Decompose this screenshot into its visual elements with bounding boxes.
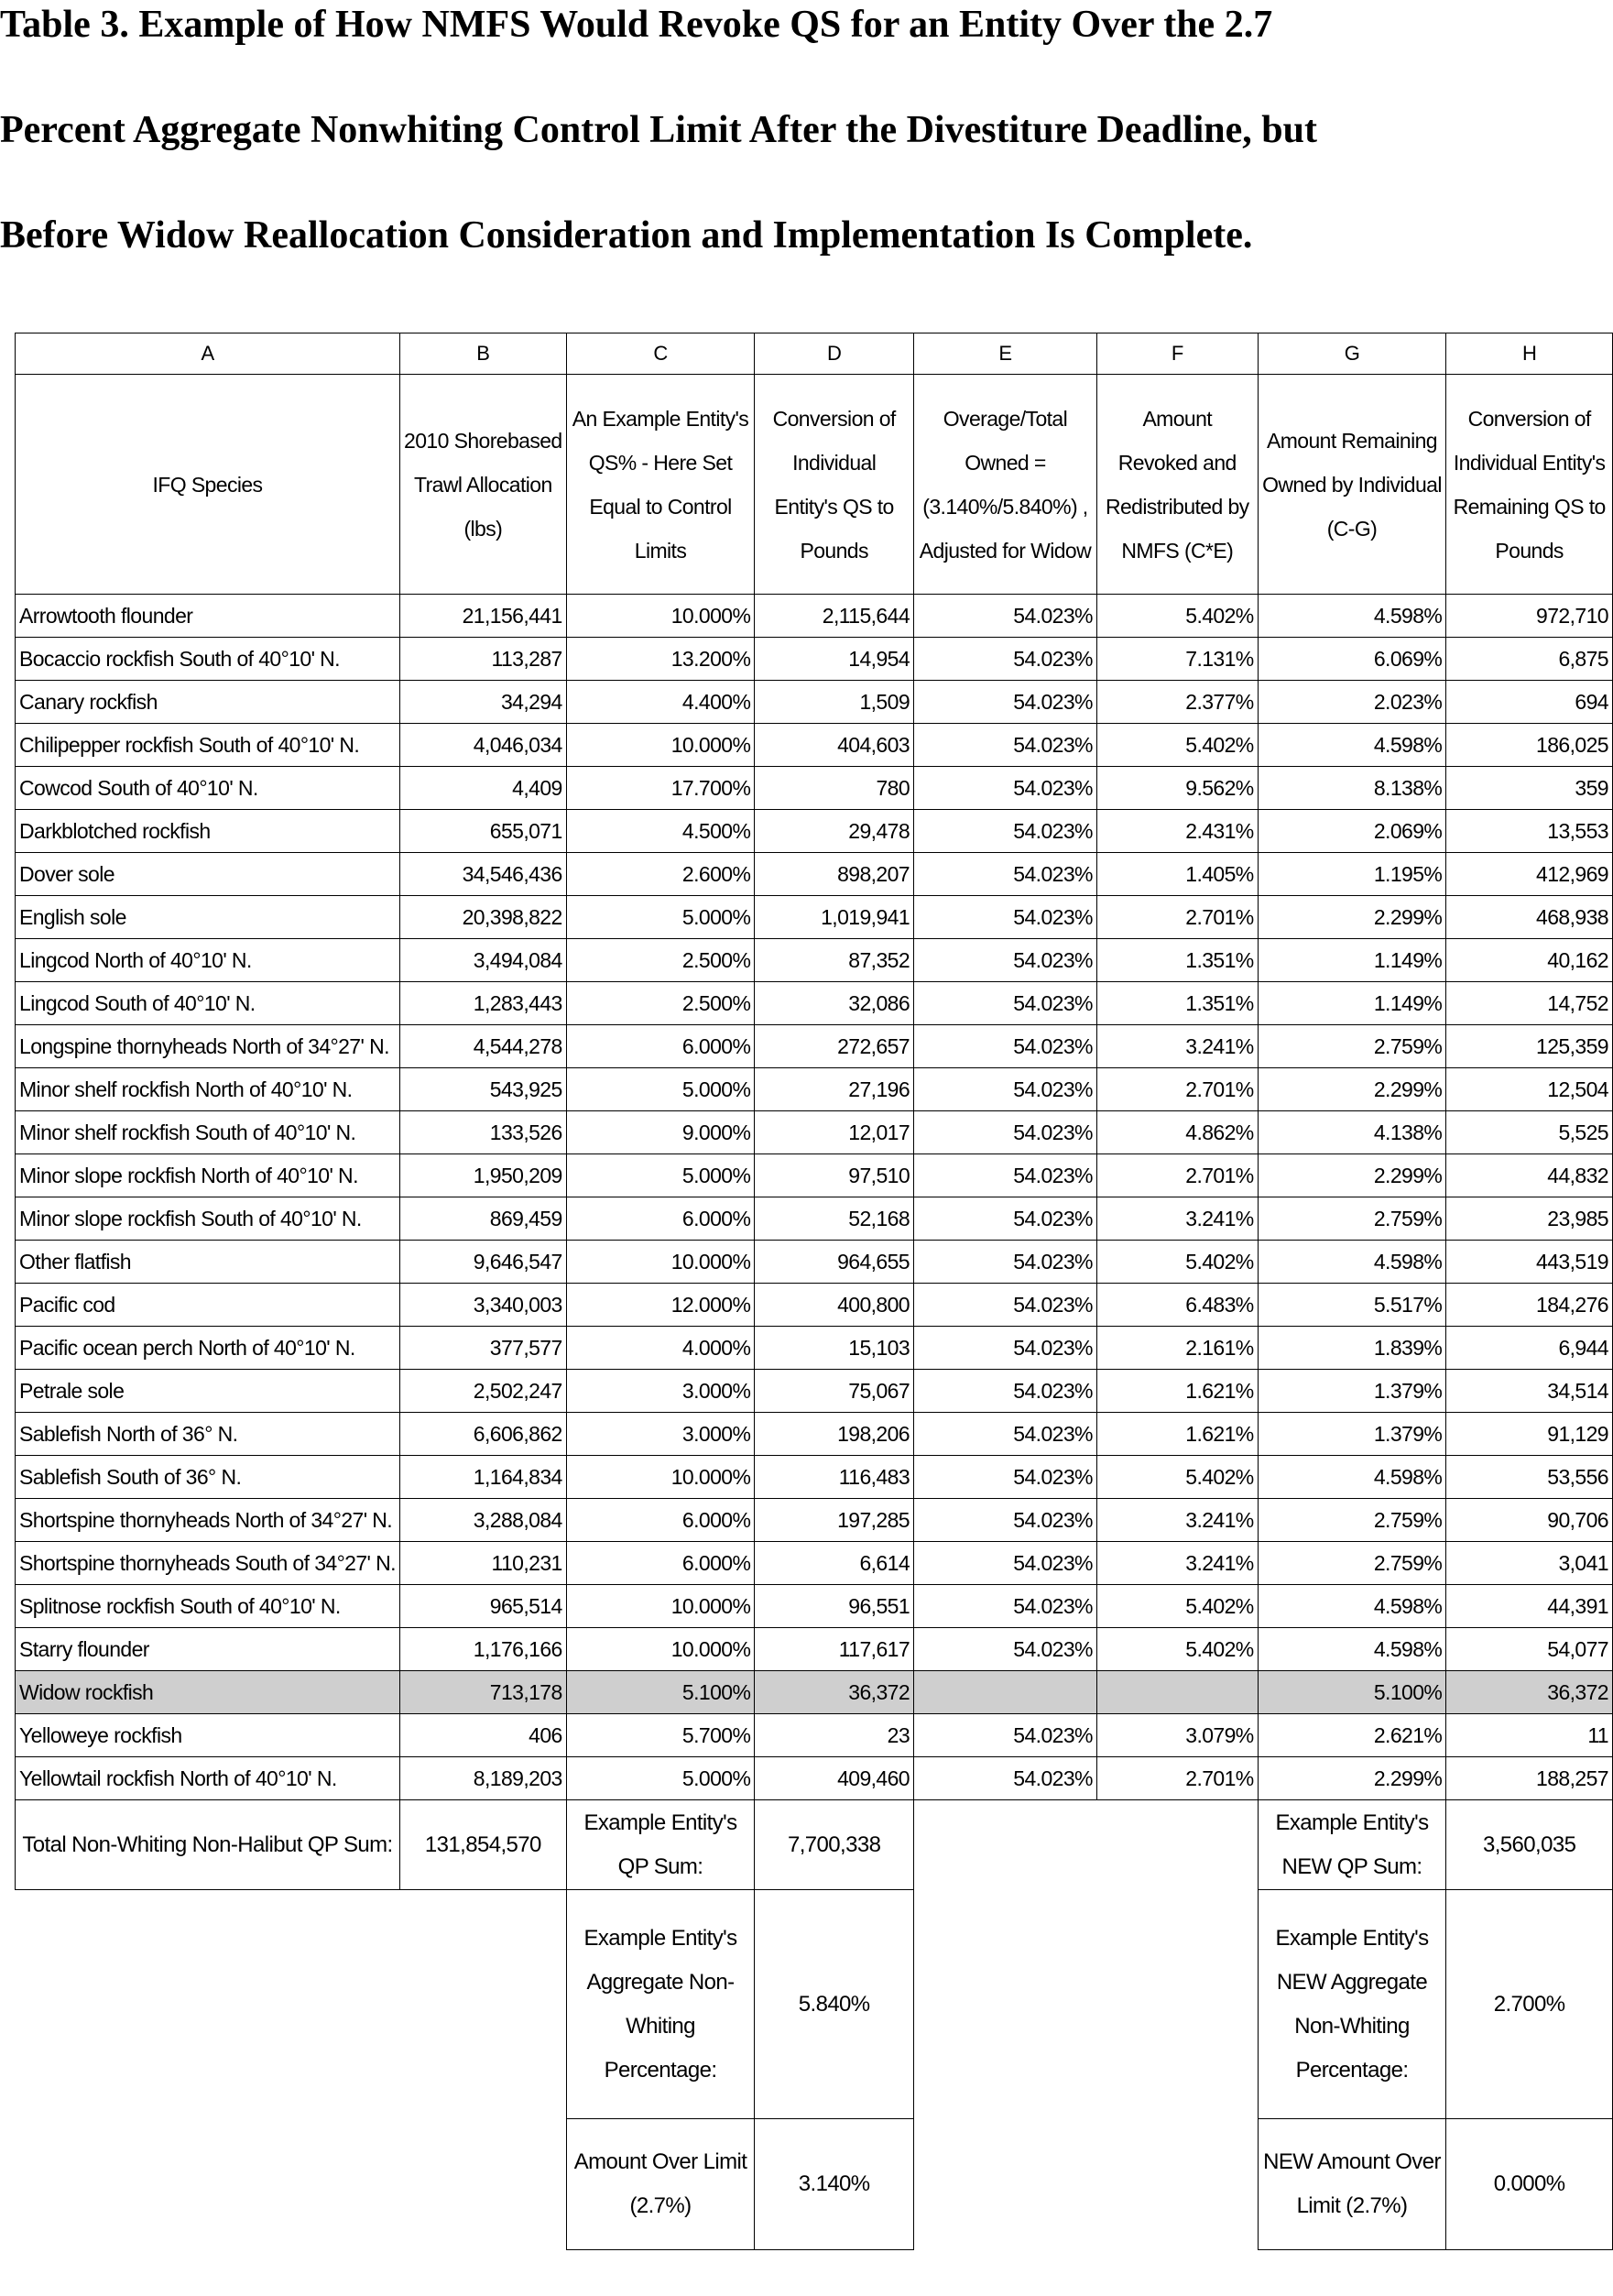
amount-revoked-cell: 1.351% <box>1096 982 1258 1025</box>
qs-pounds-cell: 6,614 <box>755 1542 914 1585</box>
qs-pounds-cell: 964,655 <box>755 1241 914 1284</box>
amount-remaining-cell: 2.299% <box>1258 896 1446 939</box>
qs-percent-cell: 12.000% <box>566 1284 755 1327</box>
species-cell: Chilipepper rockfish South of 40°10' N. <box>16 724 400 767</box>
qs-pounds-cell: 780 <box>755 767 914 810</box>
remaining-pounds-cell: 44,832 <box>1446 1154 1613 1197</box>
table-row <box>16 1456 1613 1499</box>
amount-remaining-cell: 4.598% <box>1258 1585 1446 1628</box>
qs-pounds-cell: 116,483 <box>755 1456 914 1499</box>
allocation-cell: 3,494,084 <box>399 939 566 982</box>
qs-pounds-cell: 1,509 <box>755 681 914 724</box>
species-cell: Yellowtail rockfish North of 40°10' N. <box>16 1757 400 1800</box>
qs-pounds-cell: 36,372 <box>755 1671 914 1714</box>
qs-pounds-cell: 14,954 <box>755 638 914 681</box>
qs-percent-cell: 5.000% <box>566 1154 755 1197</box>
overage-ratio-cell: 54.023% <box>914 810 1097 853</box>
column-letter: D <box>755 333 914 375</box>
column-header: 2010 Shorebased Trawl Allocation (lbs) <box>399 375 566 595</box>
table-row <box>16 724 1613 767</box>
allocation-cell: 9,646,547 <box>399 1241 566 1284</box>
over-limit-label: Amount Over Limit (2.7%) <box>566 2119 755 2250</box>
qs-percent-cell: 10.000% <box>566 1456 755 1499</box>
qs-pounds-cell: 75,067 <box>755 1370 914 1413</box>
species-cell: English sole <box>16 896 400 939</box>
remaining-pounds-cell: 34,514 <box>1446 1370 1613 1413</box>
qs-pounds-cell: 2,115,644 <box>755 595 914 638</box>
species-cell: Sablefish North of 36° N. <box>16 1413 400 1456</box>
qs-revocation-table <box>15 333 1613 2250</box>
overage-ratio-cell: 54.023% <box>914 1757 1097 1800</box>
allocation-cell: 34,294 <box>399 681 566 724</box>
qp-sum-label: Example Entity's QP Sum: <box>566 1800 755 1890</box>
table-row <box>16 1542 1613 1585</box>
table-row <box>16 939 1613 982</box>
new-aggregate-value: 2.700% <box>1446 1890 1613 2119</box>
qs-percent-cell: 5.000% <box>566 896 755 939</box>
table-row <box>16 1025 1613 1068</box>
new-over-limit-label: NEW Amount Over Limit (2.7%) <box>1258 2119 1446 2250</box>
table-row <box>16 1413 1613 1456</box>
qs-pounds-cell: 272,657 <box>755 1025 914 1068</box>
over-limit-row <box>16 2119 1613 2250</box>
qs-percent-cell: 5.100% <box>566 1671 755 1714</box>
overage-ratio-cell: 54.023% <box>914 595 1097 638</box>
amount-revoked-cell: 7.131% <box>1096 638 1258 681</box>
empty-cell <box>16 1890 567 2119</box>
species-cell: Pacific ocean perch North of 40°10' N. <box>16 1327 400 1370</box>
overage-ratio-cell: 54.023% <box>914 1585 1097 1628</box>
allocation-cell: 1,164,834 <box>399 1456 566 1499</box>
overage-ratio-cell: 54.023% <box>914 1628 1097 1671</box>
remaining-pounds-cell: 90,706 <box>1446 1499 1613 1542</box>
allocation-cell: 965,514 <box>399 1585 566 1628</box>
table-row <box>16 1499 1613 1542</box>
column-letter: E <box>914 333 1097 375</box>
table-row <box>16 896 1613 939</box>
species-cell: Sablefish South of 36° N. <box>16 1456 400 1499</box>
qs-percent-cell: 10.000% <box>566 595 755 638</box>
qs-percent-cell: 9.000% <box>566 1111 755 1154</box>
column-letter: B <box>399 333 566 375</box>
species-cell: Lingcod North of 40°10' N. <box>16 939 400 982</box>
overage-ratio-cell <box>914 1671 1097 1714</box>
overage-ratio-cell: 54.023% <box>914 1499 1097 1542</box>
qs-percent-cell: 5.000% <box>566 1757 755 1800</box>
qs-pounds-cell: 87,352 <box>755 939 914 982</box>
table-row <box>16 1370 1613 1413</box>
qs-percent-cell: 6.000% <box>566 1025 755 1068</box>
overage-ratio-cell: 54.023% <box>914 1154 1097 1197</box>
remaining-pounds-cell: 54,077 <box>1446 1628 1613 1671</box>
remaining-pounds-cell: 91,129 <box>1446 1413 1613 1456</box>
amount-revoked-cell: 2.701% <box>1096 1068 1258 1111</box>
table-row <box>16 1671 1613 1714</box>
qs-pounds-cell: 23 <box>755 1714 914 1757</box>
overage-ratio-cell: 54.023% <box>914 1111 1097 1154</box>
column-header: Conversion of Individual Entity's QS to Pounds <box>755 375 914 595</box>
remaining-pounds-cell: 3,041 <box>1446 1542 1613 1585</box>
amount-remaining-cell: 1.379% <box>1258 1370 1446 1413</box>
remaining-pounds-cell: 11 <box>1446 1714 1613 1757</box>
table-row <box>16 638 1613 681</box>
remaining-pounds-cell: 972,710 <box>1446 595 1613 638</box>
amount-remaining-cell: 2.023% <box>1258 681 1446 724</box>
new-aggregate-label: Example Entity's NEW Aggregate Non-Whiting Percentage: <box>1258 1890 1446 2119</box>
species-cell: Arrowtooth flounder <box>16 595 400 638</box>
amount-remaining-cell: 1.149% <box>1258 939 1446 982</box>
overage-ratio-cell: 54.023% <box>914 1413 1097 1456</box>
table-row <box>16 1284 1613 1327</box>
column-header: An Example Entity's QS% - Here Set Equal to Control Limits <box>566 375 755 595</box>
table-row <box>16 767 1613 810</box>
allocation-cell: 113,287 <box>399 638 566 681</box>
qs-pounds-cell: 96,551 <box>755 1585 914 1628</box>
remaining-pounds-cell: 694 <box>1446 681 1613 724</box>
species-cell: Bocaccio rockfish South of 40°10' N. <box>16 638 400 681</box>
overage-ratio-cell: 54.023% <box>914 1241 1097 1284</box>
qs-pounds-cell: 12,017 <box>755 1111 914 1154</box>
amount-remaining-cell: 1.149% <box>1258 982 1446 1025</box>
species-cell: Other flatfish <box>16 1241 400 1284</box>
column-letter: A <box>16 333 400 375</box>
qs-pounds-cell: 404,603 <box>755 724 914 767</box>
remaining-pounds-cell: 44,391 <box>1446 1585 1613 1628</box>
over-limit-value: 3.140% <box>755 2119 914 2250</box>
qs-percent-cell: 2.600% <box>566 853 755 896</box>
remaining-pounds-cell: 5,525 <box>1446 1111 1613 1154</box>
qs-pounds-cell: 97,510 <box>755 1154 914 1197</box>
remaining-pounds-cell: 40,162 <box>1446 939 1613 982</box>
allocation-cell: 8,189,203 <box>399 1757 566 1800</box>
qs-percent-cell: 10.000% <box>566 1628 755 1671</box>
overage-ratio-cell: 54.023% <box>914 1068 1097 1111</box>
column-letter: G <box>1258 333 1446 375</box>
amount-remaining-cell: 2.759% <box>1258 1197 1446 1241</box>
amount-revoked-cell: 2.701% <box>1096 1757 1258 1800</box>
qp-sum-value: 7,700,338 <box>755 1800 914 1890</box>
amount-remaining-cell: 2.299% <box>1258 1068 1446 1111</box>
overage-ratio-cell: 54.023% <box>914 1025 1097 1068</box>
amount-revoked-cell: 1.405% <box>1096 853 1258 896</box>
allocation-cell: 713,178 <box>399 1671 566 1714</box>
allocation-cell: 869,459 <box>399 1197 566 1241</box>
species-cell: Minor shelf rockfish South of 40°10' N. <box>16 1111 400 1154</box>
qs-percent-cell: 3.000% <box>566 1413 755 1456</box>
remaining-pounds-cell: 23,985 <box>1446 1197 1613 1241</box>
total-label: Total Non-Whiting Non-Halibut QP Sum: <box>16 1800 400 1890</box>
table-row <box>16 595 1613 638</box>
qs-percent-cell: 4.400% <box>566 681 755 724</box>
amount-remaining-cell: 2.759% <box>1258 1025 1446 1068</box>
amount-revoked-cell: 5.402% <box>1096 1628 1258 1671</box>
header-row <box>16 375 1613 595</box>
qs-pounds-cell: 409,460 <box>755 1757 914 1800</box>
amount-revoked-cell: 2.161% <box>1096 1327 1258 1370</box>
empty-cell <box>16 2119 567 2250</box>
table-row <box>16 681 1613 724</box>
amount-revoked-cell: 3.241% <box>1096 1197 1258 1241</box>
species-cell: Darkblotched rockfish <box>16 810 400 853</box>
table-row <box>16 1111 1613 1154</box>
allocation-cell: 377,577 <box>399 1327 566 1370</box>
qs-percent-cell: 5.000% <box>566 1068 755 1111</box>
amount-remaining-cell: 1.379% <box>1258 1413 1446 1456</box>
table-row <box>16 810 1613 853</box>
species-cell: Longspine thornyheads North of 34°27' N. <box>16 1025 400 1068</box>
aggregate-value: 5.840% <box>755 1890 914 2119</box>
overage-ratio-cell: 54.023% <box>914 1714 1097 1757</box>
species-cell: Yelloweye rockfish <box>16 1714 400 1757</box>
overage-ratio-cell: 54.023% <box>914 853 1097 896</box>
overage-ratio-cell: 54.023% <box>914 1197 1097 1241</box>
table-row <box>16 982 1613 1025</box>
amount-remaining-cell: 2.069% <box>1258 810 1446 853</box>
amount-remaining-cell: 4.598% <box>1258 1456 1446 1499</box>
species-cell: Dover sole <box>16 853 400 896</box>
column-header: Amount Remaining Owned by Individual (C-G) <box>1258 375 1446 595</box>
qs-pounds-cell: 32,086 <box>755 982 914 1025</box>
allocation-cell: 406 <box>399 1714 566 1757</box>
overage-ratio-cell: 54.023% <box>914 767 1097 810</box>
remaining-pounds-cell: 125,359 <box>1446 1025 1613 1068</box>
empty-cell <box>914 1890 1259 2119</box>
amount-revoked-cell: 2.701% <box>1096 1154 1258 1197</box>
species-cell: Pacific cod <box>16 1284 400 1327</box>
qs-percent-cell: 3.000% <box>566 1370 755 1413</box>
qs-pounds-cell: 1,019,941 <box>755 896 914 939</box>
amount-revoked-cell: 1.621% <box>1096 1413 1258 1456</box>
new-over-limit-value: 0.000% <box>1446 2119 1613 2250</box>
species-cell: Lingcod South of 40°10' N. <box>16 982 400 1025</box>
species-cell: Shortspine thornyheads North of 34°27' N. <box>16 1499 400 1542</box>
amount-revoked-cell: 5.402% <box>1096 724 1258 767</box>
qs-percent-cell: 6.000% <box>566 1499 755 1542</box>
column-header: Overage/Total Owned = (3.140%/5.840%) , Adjusted for Widow <box>914 375 1097 595</box>
qs-pounds-cell: 898,207 <box>755 853 914 896</box>
species-cell: Minor slope rockfish North of 40°10' N. <box>16 1154 400 1197</box>
table-row <box>16 1068 1613 1111</box>
amount-revoked-cell: 5.402% <box>1096 595 1258 638</box>
qs-percent-cell: 6.000% <box>566 1542 755 1585</box>
amount-revoked-cell: 5.402% <box>1096 1241 1258 1284</box>
table-row <box>16 1628 1613 1671</box>
column-letter: F <box>1096 333 1258 375</box>
totals-row <box>16 1800 1613 1890</box>
allocation-cell: 20,398,822 <box>399 896 566 939</box>
new-qp-sum-value: 3,560,035 <box>1446 1800 1613 1890</box>
allocation-cell: 34,546,436 <box>399 853 566 896</box>
allocation-cell: 4,046,034 <box>399 724 566 767</box>
amount-revoked-cell: 2.701% <box>1096 896 1258 939</box>
species-cell: Cowcod South of 40°10' N. <box>16 767 400 810</box>
qs-percent-cell: 10.000% <box>566 1585 755 1628</box>
amount-revoked-cell: 5.402% <box>1096 1456 1258 1499</box>
overage-ratio-cell: 54.023% <box>914 1456 1097 1499</box>
title-line: Table 3. Example of How NMFS Would Revoke QS for an Entity Over the 2.7 <box>0 4 1273 46</box>
qs-percent-cell: 5.700% <box>566 1714 755 1757</box>
column-letter-row <box>16 333 1613 375</box>
remaining-pounds-cell: 12,504 <box>1446 1068 1613 1111</box>
remaining-pounds-cell: 412,969 <box>1446 853 1613 896</box>
amount-revoked-cell: 5.402% <box>1096 1585 1258 1628</box>
amount-remaining-cell: 2.759% <box>1258 1542 1446 1585</box>
species-cell: Canary rockfish <box>16 681 400 724</box>
table-row <box>16 1757 1613 1800</box>
allocation-cell: 6,606,862 <box>399 1413 566 1456</box>
overage-ratio-cell: 54.023% <box>914 724 1097 767</box>
allocation-cell: 1,950,209 <box>399 1154 566 1197</box>
new-qp-sum-label: Example Entity's NEW QP Sum: <box>1258 1800 1446 1890</box>
amount-remaining-cell: 2.759% <box>1258 1499 1446 1542</box>
amount-remaining-cell: 1.195% <box>1258 853 1446 896</box>
amount-revoked-cell <box>1096 1671 1258 1714</box>
title-line: Percent Aggregate Nonwhiting Control Limit After the Divestiture Deadline, but <box>0 109 1317 151</box>
amount-remaining-cell: 4.598% <box>1258 1241 1446 1284</box>
qs-pounds-cell: 198,206 <box>755 1413 914 1456</box>
amount-revoked-cell: 3.079% <box>1096 1714 1258 1757</box>
amount-remaining-cell: 4.598% <box>1258 1628 1446 1671</box>
overage-ratio-cell: 54.023% <box>914 939 1097 982</box>
table-row <box>16 1327 1613 1370</box>
remaining-pounds-cell: 6,944 <box>1446 1327 1613 1370</box>
amount-revoked-cell: 4.862% <box>1096 1111 1258 1154</box>
species-cell: Petrale sole <box>16 1370 400 1413</box>
qs-percent-cell: 10.000% <box>566 724 755 767</box>
remaining-pounds-cell: 36,372 <box>1446 1671 1613 1714</box>
qs-percent-cell: 2.500% <box>566 939 755 982</box>
allocation-cell: 3,288,084 <box>399 1499 566 1542</box>
remaining-pounds-cell: 186,025 <box>1446 724 1613 767</box>
amount-remaining-cell: 2.299% <box>1258 1757 1446 1800</box>
species-cell: Starry flounder <box>16 1628 400 1671</box>
qs-pounds-cell: 52,168 <box>755 1197 914 1241</box>
amount-remaining-cell: 5.517% <box>1258 1284 1446 1327</box>
amount-revoked-cell: 3.241% <box>1096 1542 1258 1585</box>
total-value: 131,854,570 <box>399 1800 566 1890</box>
table-row <box>16 1714 1613 1757</box>
amount-revoked-cell: 1.621% <box>1096 1370 1258 1413</box>
column-header: Amount Revoked and Redistributed by NMFS (C*E) <box>1096 375 1258 595</box>
allocation-cell: 4,409 <box>399 767 566 810</box>
remaining-pounds-cell: 14,752 <box>1446 982 1613 1025</box>
column-header: Conversion of Individual Entity's Remaining QS to Pounds <box>1446 375 1613 595</box>
remaining-pounds-cell: 6,875 <box>1446 638 1613 681</box>
aggregate-label: Example Entity's Aggregate Non-Whiting Percentage: <box>566 1890 755 2119</box>
overage-ratio-cell: 54.023% <box>914 896 1097 939</box>
allocation-cell: 1,283,443 <box>399 982 566 1025</box>
table-row <box>16 1197 1613 1241</box>
amount-remaining-cell: 4.138% <box>1258 1111 1446 1154</box>
overage-ratio-cell: 54.023% <box>914 982 1097 1025</box>
column-header: IFQ Species <box>16 375 400 595</box>
allocation-cell: 133,526 <box>399 1111 566 1154</box>
qs-percent-cell: 6.000% <box>566 1197 755 1241</box>
qs-pounds-cell: 197,285 <box>755 1499 914 1542</box>
qs-pounds-cell: 15,103 <box>755 1327 914 1370</box>
amount-revoked-cell: 3.241% <box>1096 1025 1258 1068</box>
amount-revoked-cell: 9.562% <box>1096 767 1258 810</box>
qs-pounds-cell: 117,617 <box>755 1628 914 1671</box>
allocation-cell: 110,231 <box>399 1542 566 1585</box>
empty-cell <box>914 1800 1259 1890</box>
remaining-pounds-cell: 359 <box>1446 767 1613 810</box>
table-row <box>16 1585 1613 1628</box>
column-letter: H <box>1446 333 1613 375</box>
remaining-pounds-cell: 188,257 <box>1446 1757 1613 1800</box>
species-cell: Splitnose rockfish South of 40°10' N. <box>16 1585 400 1628</box>
table-row <box>16 1154 1613 1197</box>
qs-percent-cell: 4.500% <box>566 810 755 853</box>
species-cell: Minor shelf rockfish North of 40°10' N. <box>16 1068 400 1111</box>
amount-revoked-cell: 6.483% <box>1096 1284 1258 1327</box>
overage-ratio-cell: 54.023% <box>914 1542 1097 1585</box>
qs-percent-cell: 10.000% <box>566 1241 755 1284</box>
species-cell: Shortspine thornyheads South of 34°27' N. <box>16 1542 400 1585</box>
amount-remaining-cell: 4.598% <box>1258 724 1446 767</box>
table-row <box>16 1241 1613 1284</box>
aggregate-row <box>16 1890 1613 2119</box>
remaining-pounds-cell: 443,519 <box>1446 1241 1613 1284</box>
allocation-cell: 1,176,166 <box>399 1628 566 1671</box>
overage-ratio-cell: 54.023% <box>914 638 1097 681</box>
amount-remaining-cell: 8.138% <box>1258 767 1446 810</box>
column-letter: C <box>566 333 755 375</box>
qs-pounds-cell: 27,196 <box>755 1068 914 1111</box>
qs-percent-cell: 4.000% <box>566 1327 755 1370</box>
amount-remaining-cell: 4.598% <box>1258 595 1446 638</box>
amount-remaining-cell: 6.069% <box>1258 638 1446 681</box>
allocation-cell: 2,502,247 <box>399 1370 566 1413</box>
allocation-cell: 3,340,003 <box>399 1284 566 1327</box>
qs-percent-cell: 2.500% <box>566 982 755 1025</box>
overage-ratio-cell: 54.023% <box>914 1327 1097 1370</box>
allocation-cell: 21,156,441 <box>399 595 566 638</box>
title-line: Before Widow Reallocation Consideration and Implementation Is Complete. <box>0 214 1253 257</box>
amount-revoked-cell: 1.351% <box>1096 939 1258 982</box>
remaining-pounds-cell: 184,276 <box>1446 1284 1613 1327</box>
amount-remaining-cell: 2.299% <box>1258 1154 1446 1197</box>
amount-remaining-cell: 5.100% <box>1258 1671 1446 1714</box>
empty-cell <box>914 2119 1259 2250</box>
amount-remaining-cell: 2.621% <box>1258 1714 1446 1757</box>
species-cell: Widow rockfish <box>16 1671 400 1714</box>
qs-percent-cell: 13.200% <box>566 638 755 681</box>
allocation-cell: 543,925 <box>399 1068 566 1111</box>
amount-revoked-cell: 2.431% <box>1096 810 1258 853</box>
remaining-pounds-cell: 468,938 <box>1446 896 1613 939</box>
overage-ratio-cell: 54.023% <box>914 1370 1097 1413</box>
amount-remaining-cell: 1.839% <box>1258 1327 1446 1370</box>
qs-pounds-cell: 400,800 <box>755 1284 914 1327</box>
table-row <box>16 853 1613 896</box>
amount-revoked-cell: 3.241% <box>1096 1499 1258 1542</box>
remaining-pounds-cell: 13,553 <box>1446 810 1613 853</box>
allocation-cell: 655,071 <box>399 810 566 853</box>
overage-ratio-cell: 54.023% <box>914 1284 1097 1327</box>
qs-percent-cell: 17.700% <box>566 767 755 810</box>
allocation-cell: 4,544,278 <box>399 1025 566 1068</box>
table-title <box>0 0 1613 289</box>
qs-pounds-cell: 29,478 <box>755 810 914 853</box>
amount-revoked-cell: 2.377% <box>1096 681 1258 724</box>
remaining-pounds-cell: 53,556 <box>1446 1456 1613 1499</box>
species-cell: Minor slope rockfish South of 40°10' N. <box>16 1197 400 1241</box>
overage-ratio-cell: 54.023% <box>914 681 1097 724</box>
